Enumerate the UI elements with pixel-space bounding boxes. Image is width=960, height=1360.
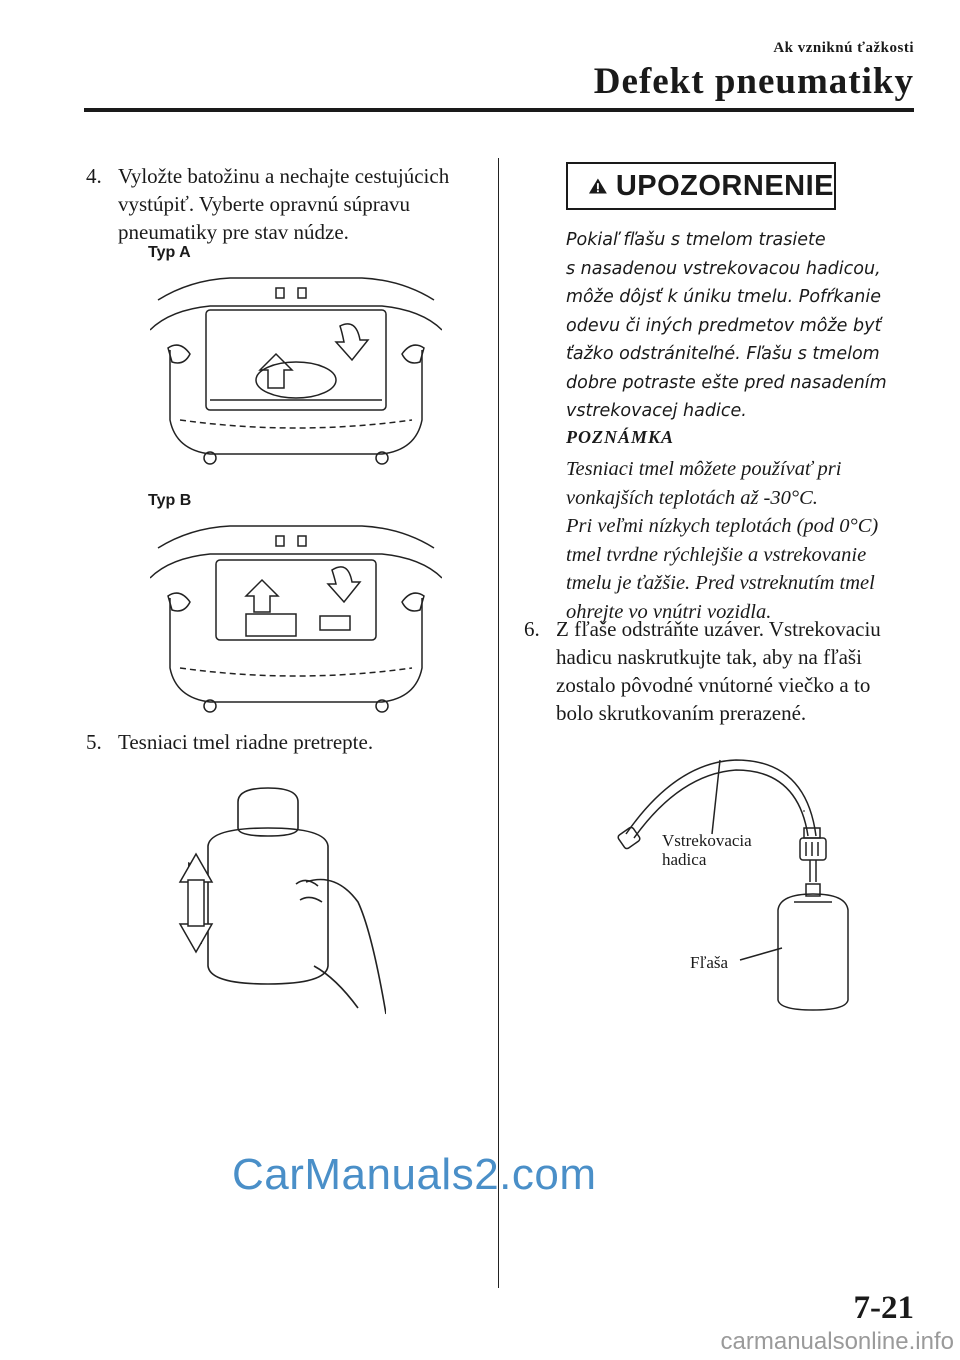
header-divider <box>84 108 914 112</box>
warning-box <box>566 162 836 210</box>
step-4-line-3: pneumatiky pre stav núdze. <box>118 220 349 244</box>
page-number: 7-21 <box>853 1290 914 1326</box>
note-line: vonkajších teplotách až -30°C. <box>566 486 818 509</box>
column-divider <box>498 158 499 1288</box>
step-6-number: 6. <box>524 617 540 641</box>
warning-line: odevu či iných predmetov môže byť <box>566 315 882 336</box>
note-line: Tesniaci tmel môžete používať pri <box>566 458 842 480</box>
page-title: Defekt pneumatiky <box>593 61 914 102</box>
step-4 <box>86 162 496 246</box>
warning-title: UPOZORNENIE <box>615 169 834 202</box>
step-6 <box>524 615 924 727</box>
step-6-line-4: bolo skrutkovaním prerazené. <box>556 701 807 725</box>
step-6-line-3: zostalo pôvodné vnútorné viečko a to <box>556 673 871 697</box>
warning-line: môže dôjsť k úniku tmelu. Pofŕkanie <box>566 287 881 307</box>
note-line: Pri veľmi nízkych teplotách (pod 0°C) <box>566 515 879 537</box>
warning-line: dobre potraste ešte pred nasadením <box>566 372 887 393</box>
step-4-line-2: vystúpiť. Vyberte opravnú súpravu <box>118 192 411 216</box>
note-text <box>566 455 911 626</box>
step-6-line-2: hadicu naskrutkujte tak, aby na fľaši <box>556 645 862 669</box>
typ-a-label: Typ A <box>148 244 191 261</box>
note-line: tmel tvrdne rýchlejšie a vstrekovanie <box>566 543 867 566</box>
watermark: CarManuals2.com <box>232 1150 597 1199</box>
bottle-label: Fľaša <box>690 953 729 972</box>
warning-line: s nasadenou vstrekovacou hadicou, <box>566 258 881 279</box>
hose-bottle-diagram <box>616 752 862 1016</box>
typ-b-label: Typ B <box>148 492 192 509</box>
warning-text <box>566 226 906 426</box>
footer-site-link[interactable]: carmanualsonline.info <box>720 1328 954 1355</box>
note-heading: POZNÁMKA <box>566 427 675 447</box>
trunk-illustration-typ-b <box>150 520 442 716</box>
warning-icon <box>588 168 608 204</box>
step-6-line-1: Z fľaše odstráňte uzáver. Vstrekovaciu <box>556 617 881 641</box>
trunk-illustration-typ-a <box>150 270 442 470</box>
hose-label-line-2: hadica <box>662 850 707 869</box>
section-title: Ak vzniknú ťažkosti <box>773 40 914 56</box>
step-5-text: Tesniaci tmel riadne pretrepte. <box>118 730 374 754</box>
shake-bottle-illustration <box>176 782 386 1026</box>
step-5-number: 5. <box>86 730 102 754</box>
hose-label-line-1: Vstrekovacia <box>662 831 752 850</box>
warning-line: vstrekovacej hadice. <box>566 401 747 421</box>
step-4-number: 4. <box>86 164 102 188</box>
step-5 <box>86 728 496 756</box>
warning-line: Pokiaľ fľašu s tmelom trasiete <box>566 230 826 250</box>
note-line: ohrejte vo vnútri vozidla. <box>566 600 772 623</box>
note-line: tmelu je ťažšie. Pred vstreknutím tmel <box>566 572 875 594</box>
step-4-line-1: Vyložte batožinu a nechajte cestujúcich <box>118 164 450 188</box>
warning-line: ťažko odstrániteľné. Fľašu s tmelom <box>566 344 880 364</box>
